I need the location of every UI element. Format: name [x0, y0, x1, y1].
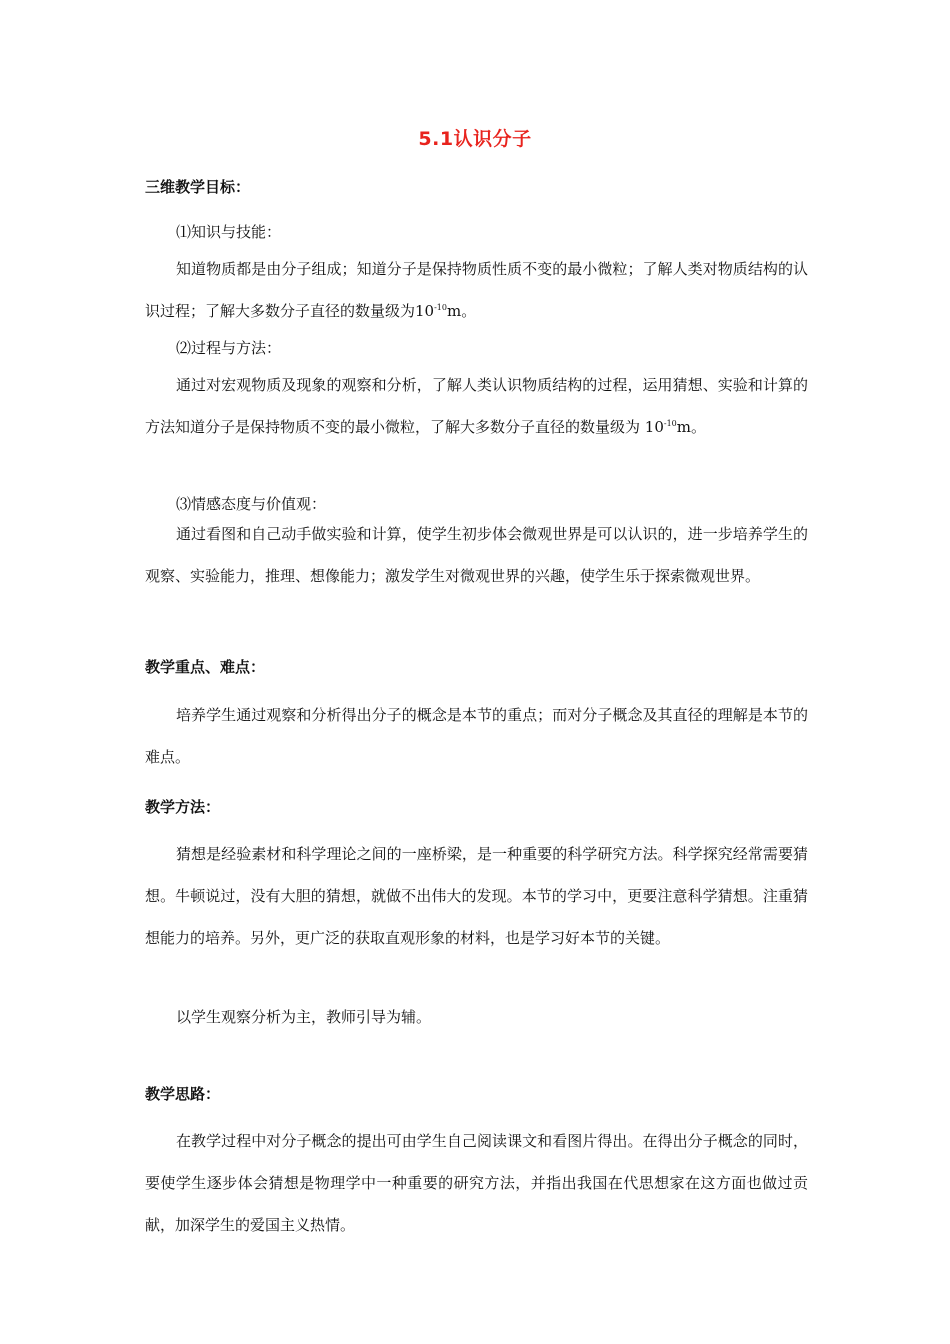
methods-heading: 教学方法：: [145, 798, 221, 816]
knowledge-skills-text: 知道物质都是由分子组成；知道分子是保持物质性质不变的最小微粒；了解人类对物质结构的认识过程；了解大多数分子直径的数量级为$10^{-10}m$。: [145, 260, 808, 320]
objectives-heading: 三维教学目标：: [145, 178, 251, 196]
exponent: -10: [434, 303, 447, 312]
approach-heading: 教学思路：: [145, 1085, 221, 1103]
methods-text: 猜想是经验素材和科学理论之间的一座桥梁，是一种重要的科学研究方法。科学探究经常需要猜想。牛顿说过，没有大胆的猜想，就做不出伟大的发现。本节的学习中，更要注意科学猜想。注重猜想能力的培养。另外，更广泛的获取直观形象的材料，也是学习好本节的关键。: [145, 845, 808, 947]
methods-text-2: 以学生观察分析为主，教师引导为辅。: [176, 1008, 432, 1026]
emotion-values-text: 通过看图和自己动手做实验和计算，使学生初步体会微观世界是可以认识的，进一步培养学生的观察、实验能力，推理、想像能力；激发学生对微观世界的兴趣，使学生乐于探索微观世界。: [145, 525, 808, 585]
key-points-heading: 教学重点、难点：: [145, 658, 266, 676]
process-methods-label: ⑵过程与方法：: [176, 339, 282, 357]
exponent: -10: [663, 419, 677, 428]
approach-text: 在教学过程中对分子概念的提出可由学生自己阅读课文和看图片得出。在得出分子概念的同时，要使学生逐步体会猜想是物理学中一种重要的研究方法，并指出我国在代思想家在这方面也做过贡献，加深学生的爱国主义热情。: [145, 1132, 808, 1234]
key-points-text: 培养学生通过观察和分析得出分子的概念是本节的重点；而对分子概念及其直径的理解是本节的难点。: [145, 706, 808, 766]
knowledge-skills-label: ⑴知识与技能：: [176, 223, 282, 241]
emotion-values-label: ⑶情感态度与价值观：: [176, 495, 327, 513]
process-methods-text: 通过对宏观物质及现象的观察和分析，了解人类认识物质结构的过程，运用猜想、实验和计算的方法知道分子是保持物质不变的最小微粒，了解大多数分子直径的数量级为 $10^{-10}m$。: [145, 376, 808, 436]
document-title: 5.1认识分子: [418, 128, 532, 150]
